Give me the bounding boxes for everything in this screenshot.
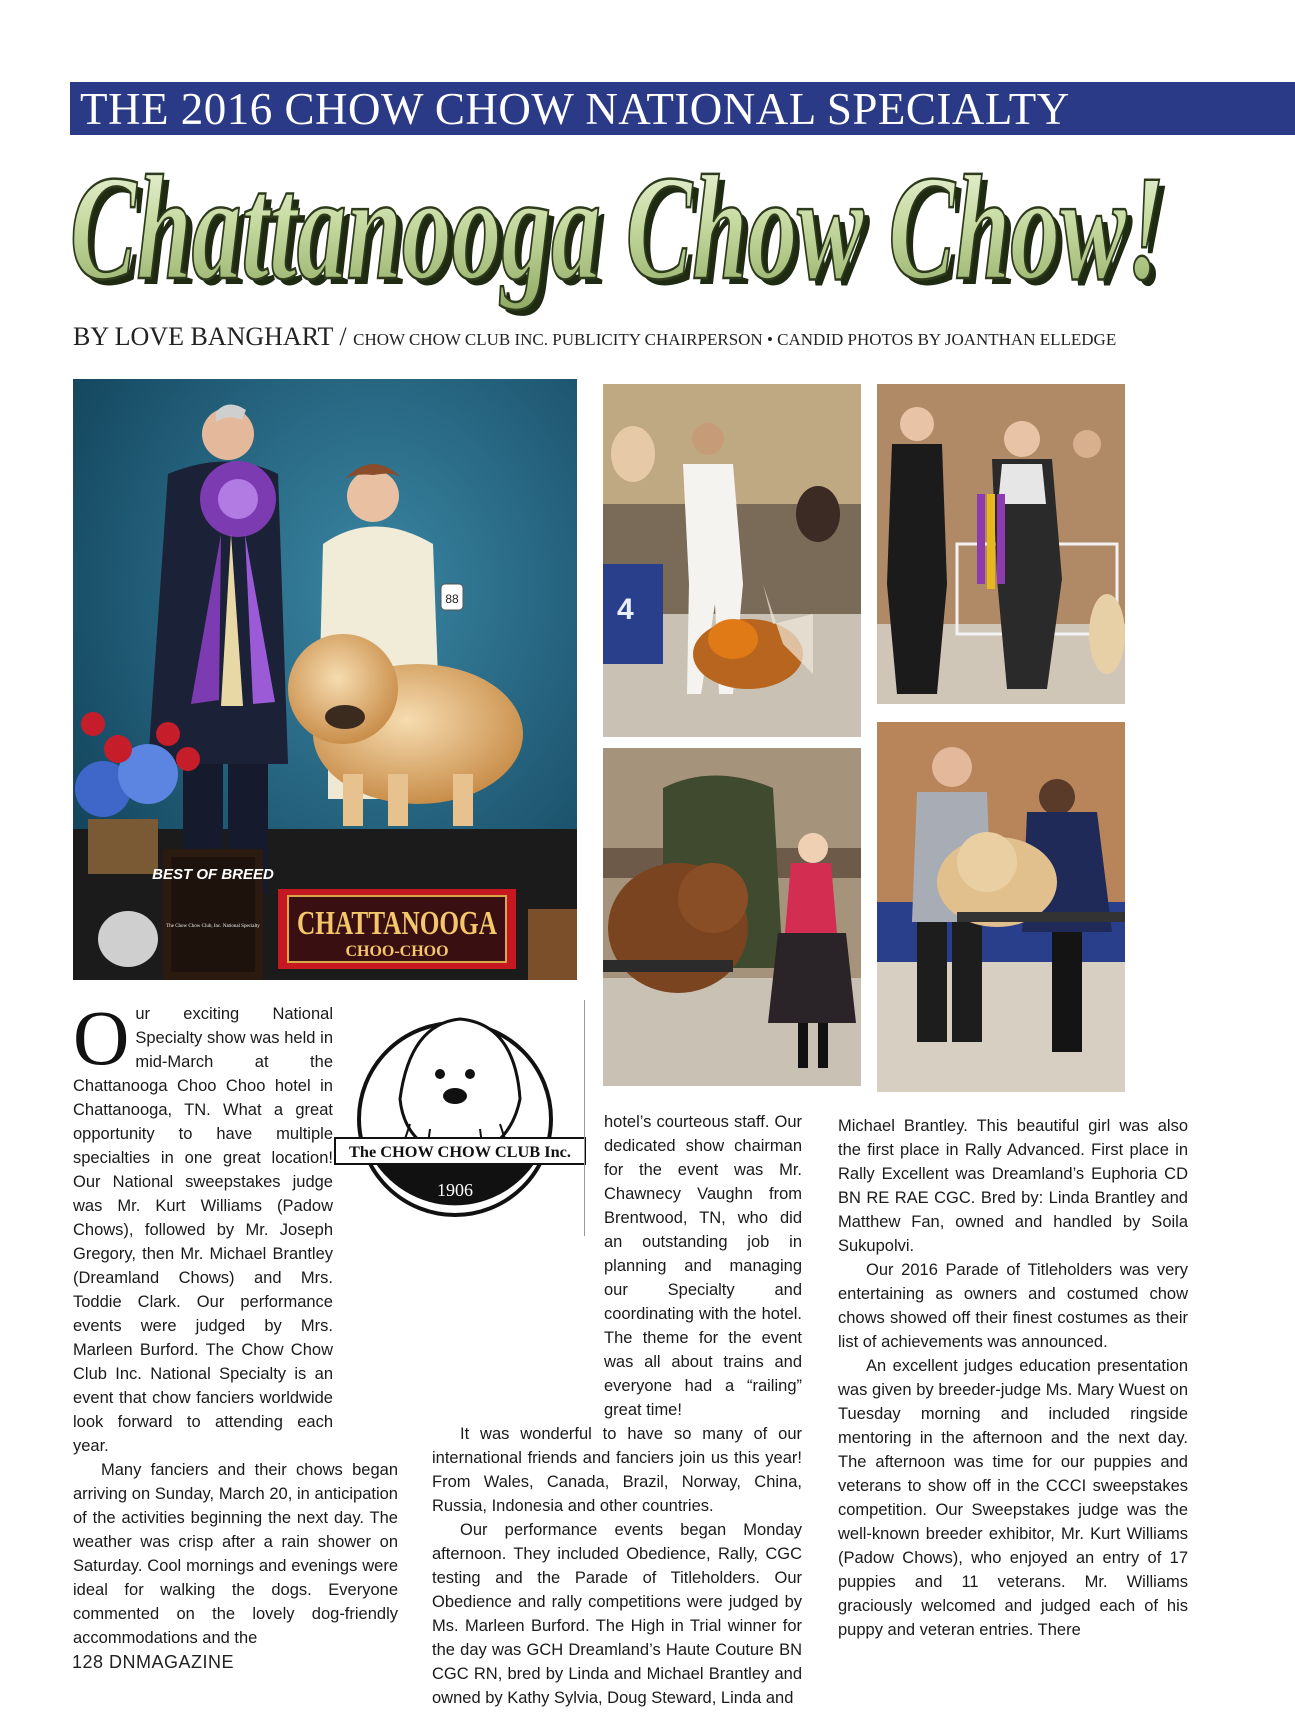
byline-role: CHOW CHOW CLUB INC. PUBLICITY CHAIRPERSON • CANDID PHOTOS BY JOANTHAN ELLEDGE: [353, 330, 1117, 349]
page-folio: 128 DNMAGAZINE: [72, 1652, 235, 1672]
candid-photo-awards: [877, 384, 1125, 704]
article-column-1: [73, 994, 398, 1650]
drop-cap: O: [73, 994, 130, 1081]
sign-text: CHATTANOOGA: [297, 905, 498, 942]
article-paragraph: Michael Brantley. This beautiful girl was also the first place in Rally Advanced. First place in Rally Excellent was Dreamland’s Euphoria CD BN RE RAE CGC. Bred by: Linda Brantley and Matthew Fan, owned and handled by Soila Sukupolvi.: [838, 1117, 1188, 1255]
best-of-breed-label: BEST OF BREED: [152, 866, 274, 883]
club-logo-name: The CHOW CHOW CLUB Inc.: [349, 1144, 571, 1161]
ring-number-left: 4: [617, 593, 634, 626]
article-paragraph: Our performance events began Monday afternoon. They included Obedience, Rally, CGC testing and the Parade of Titleholders. Our Obedience and rally competitions were judged by Ms. Marleen Burford. The High in Trial winner for the day was GCH Dreamland’s Haute Couture BN CGC RN, bred by Linda and Michael Brantley and owned by Kathy Sylvia, Doug Steward, Linda and: [432, 1521, 802, 1707]
best-of-breed-photo: [73, 379, 577, 980]
article-paragraph: [73, 994, 398, 1458]
candid-photo-junior: [603, 748, 861, 1086]
article-column-2: [432, 1110, 802, 1710]
sign-subtext: CHOO-CHOO: [345, 943, 449, 960]
headline-shadow: Chattanooga Chow Chow!: [76, 151, 1171, 317]
section-kicker: THE 2016 CHOW CHOW NATIONAL SPECIALTY: [80, 84, 1070, 134]
article-paragraph: hotel’s courteous staff. Our dedicated show chairman for the event was Mr. Chawnecy Vaughn from Brentwood, TN, who did an outstanding job in planning and managing our Specialty and coordinating with the hotel. The theme for the event was all about trains and everyone had a “railing” great time!: [604, 1113, 802, 1419]
headline-text: Chattanooga Chow Chow!: [70, 145, 1165, 311]
plaque-inscription: The Chow Chow Club, Inc. National Specialty: [166, 924, 260, 929]
headline: [70, 132, 1180, 322]
club-logo-year: 1906: [437, 1180, 473, 1200]
armband-number: 88: [445, 592, 459, 606]
article-paragraph: An excellent judges education presentation was given by breeder-judge Ms. Mary Wuest on Tuesday morning and included ringside mentoring in the afternoon and the next day. The afternoon was time for our puppies and veterans to show off in the CCCI sweepstakes competition. Our Sweepstakes judge was the well-known breeder exhibitor, Mr. Kurt Williams (Padow Chows), who enjoyed an entry of 17 puppies and 11 veterans. Mr. Williams graciously welcomed and judged each of his puppy and veteran entries. There: [838, 1357, 1188, 1639]
article-paragraph: It was wonderful to have so many of our international friends and fanciers join us this year! From Wales, Canada, Brazil, Norway, China, Russia, Indonesia and other countries.: [432, 1425, 802, 1515]
article-paragraph: Our 2016 Parade of Titleholders was very entertaining as owners and costumed chow chows showed off their finest costumes as their list of achievements was announced.: [838, 1261, 1188, 1351]
article-column-3: [838, 1114, 1188, 1642]
byline: [73, 322, 1116, 352]
paragraph-text: ur exciting National Specialty show was held in mid-March at the Chattanooga Choo Choo hotel in Chattanooga, TN. What a great opportunity to have multiple specialties in one great location! Our National sweepstakes judge was Mr. Kurt Williams (Padow Chows), followed by Mr. Joseph Gregory, then Mr. Michael Brantley (Dreamland Chows) and Mrs. Toddie Clark. Our performance events were judged by Mrs. Marleen Burford. The Chow Chow Club Inc. National Specialty is an event that chow fanciers worldwide look forward to attending each year.: [73, 1005, 333, 1455]
article-paragraph: Many fanciers and their chows began arriving on Sunday, March 20, in anticipation of the activities beginning the next day. The weather was crisp after a rain shower on Saturday. Cool mornings and evenings were ideal for walking the dogs. Everyone commented on the lovely dog-friendly accommodations and the: [73, 1461, 398, 1647]
byline-author: BY LOVE BANGHART /: [73, 322, 354, 351]
candid-photo-judging: [877, 722, 1125, 1092]
candid-photo-gaiting: [603, 384, 861, 737]
